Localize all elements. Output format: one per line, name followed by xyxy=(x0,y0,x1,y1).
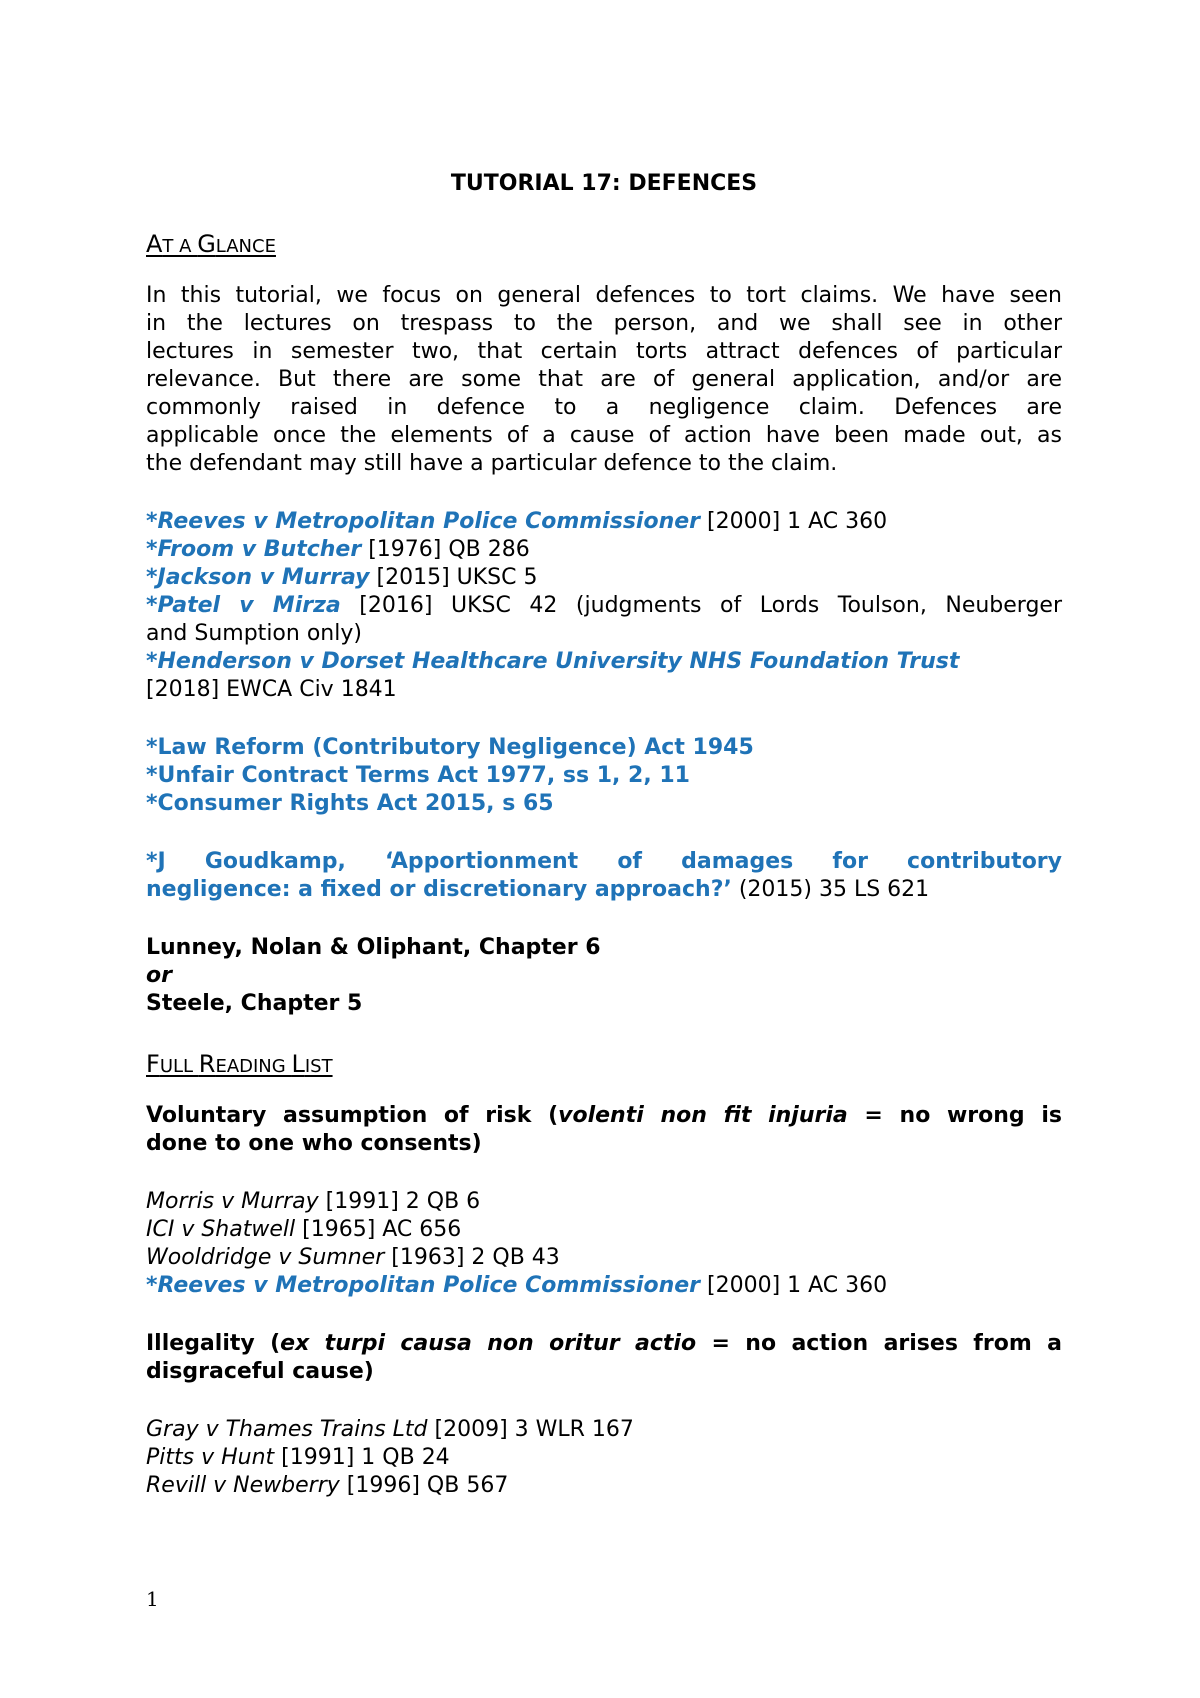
case-citation: Gray v Thames Trains Ltd [2009] 3 WLR 167 xyxy=(146,1417,634,1442)
at-a-glance-heading: AT A GLANCE xyxy=(146,230,276,258)
case-name[interactable]: *Reeves v Metropolitan Police Commissioner xyxy=(146,509,700,534)
article-citation[interactable]: negligence: a fixed or discretionary approach?’ (2015) 35 LS 621 xyxy=(146,877,930,902)
case-citation[interactable] xyxy=(146,648,1062,676)
article-link[interactable]: *J Goudkamp, ‘Apportionment of damages for contributory xyxy=(146,849,1062,874)
page-title: TUTORIAL 17: DEFENCES xyxy=(450,171,758,196)
full-reading-list-heading: FULL READING LIST xyxy=(146,1050,333,1078)
case-citation: Wooldridge v Sumner [1963] 2 QB 43 xyxy=(146,1245,560,1270)
section-heading-volenti: Voluntary assumption of risk (volenti non fit injuria = no wrong is xyxy=(146,1103,1062,1128)
paragraph-line: In this tutorial, we focus on general defences to tort claims. We have seen xyxy=(146,283,1062,308)
case-citation[interactable]: *Patel v Mirza [2016] UKSC 42 (judgments of Lords Toulson, Neuberger xyxy=(146,593,1062,618)
statute-link[interactable]: *Unfair Contract Terms Act 1977, ss 1, 2, 11 xyxy=(146,763,690,788)
case-citation: Morris v Murray [1991] 2 QB 6 xyxy=(146,1189,481,1214)
case-citation[interactable]: *Jackson v Murray [2015] UKSC 5 xyxy=(146,565,538,590)
page-number: 1 xyxy=(146,1587,159,1611)
textbook-or: or xyxy=(146,963,172,988)
statute-link[interactable]: *Law Reform (Contributory Negligence) Act 1945 xyxy=(146,735,754,760)
case-citation-continued: and Sumption only) xyxy=(146,621,362,646)
case-citation[interactable]: *Reeves v Metropolitan Police Commissioner [2000] 1 AC 360 xyxy=(146,1273,888,1298)
case-citation[interactable]: *Froom v Butcher [1976] QB 286 xyxy=(146,537,530,562)
case-name[interactable]: *Froom v Butcher xyxy=(146,537,362,562)
case-citation-continued: [2018] EWCA Civ 1841 xyxy=(146,677,397,702)
case-name[interactable]: *Jackson v Murray xyxy=(146,565,370,590)
case-name[interactable]: *Henderson v Dorset Healthcare University NHS Foundation Trust xyxy=(146,649,960,674)
case-name[interactable]: *Patel v Mirza xyxy=(146,593,341,618)
case-citation: Revill v Newberry [1996] QB 567 xyxy=(146,1473,509,1498)
statute-link[interactable]: *Consumer Rights Act 2015, s 65 xyxy=(146,791,554,816)
textbook-reference: Lunney, Nolan & Oliphant, Chapter 6 xyxy=(146,935,601,960)
paragraph-line: in the lectures on trespass to the person, and we shall see in other xyxy=(146,311,1062,336)
case-citation: ICI v Shatwell [1965] AC 656 xyxy=(146,1217,462,1242)
textbook-reference: Steele, Chapter 5 xyxy=(146,991,363,1016)
case-citation[interactable]: *Reeves v Metropolitan Police Commissioner [2000] 1 AC 360 xyxy=(146,509,888,534)
section-heading-illegality: Illegality (ex turpi causa non oritur actio = no action arises from a xyxy=(146,1331,1062,1356)
article-title[interactable]: negligence: a fixed or discretionary approach?’ xyxy=(146,877,732,902)
paragraph-line: lectures in semester two, that certain torts attract defences of particular xyxy=(146,339,1062,364)
case-citation: Pitts v Hunt [1991] 1 QB 24 xyxy=(146,1445,450,1470)
paragraph-line: the defendant may still have a particular defence to the claim. xyxy=(146,451,838,476)
paragraph-line: applicable once the elements of a cause of action have been made out, as xyxy=(146,423,1062,448)
section-heading-illegality-cont: disgraceful cause) xyxy=(146,1359,374,1384)
document-page xyxy=(146,0,1062,1698)
case-name[interactable]: *Reeves v Metropolitan Police Commissioner xyxy=(146,1273,700,1298)
section-heading-volenti-cont: done to one who consents) xyxy=(146,1131,482,1156)
paragraph-line: commonly raised in defence to a negligence claim. Defences are xyxy=(146,395,1062,420)
paragraph-line: relevance. But there are some that are of general application, and/or are xyxy=(146,367,1062,392)
